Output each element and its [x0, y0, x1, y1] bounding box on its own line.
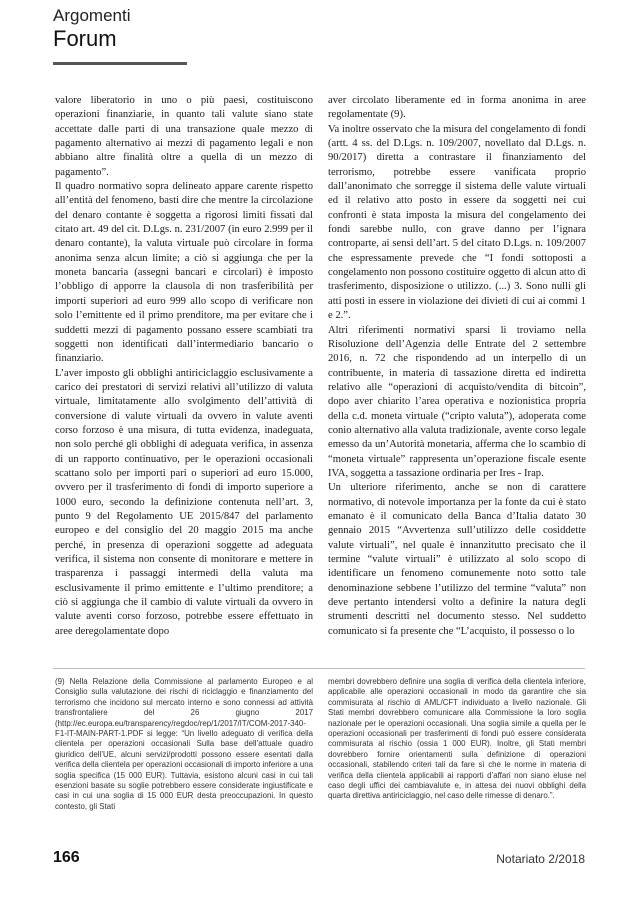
paragraph: L’aver imposto gli obblighi antiriciclaggio esclusivamente a carico dei prestatori di servizi relativi all’utilizzo di valuta virtuale, limitatamente allo svolgimento dell’attività di conversione di valute virtuali da ovvero in valute aventi corso forzoso è una misura, di tutta evidenza, inadeguata, non solo perché gli obblighi di adeguata verifica, in assenza di un rapporto continuativo, per le operazioni occasionali scattano solo per importi pari o superiori ad euro 15.000, ovvero per il trasferimento di fondi di importo superiore a 1000 euro, secondo la definizione contenuta nell’art. 3, punto 9 del Regolamento UE 2015/847 del parlamento europeo e del consiglio del 20 maggio 2015 ma anche perché, in presenza di operazioni soggette ad adeguata verifica, il sistema non consente di monitorare e mettere in trasparenza i passaggi intermedi della valuta ma esclusivamente il primo emittente e l’ultimo prenditore; a ciò si aggiunga che il cambio di valute virtuali da ovvero in valute aventi corso forzoso, potrebbe essere effettuato in aree deregolamentate dopo — [55, 367, 313, 637]
paragraph: Altri riferimenti normativi sparsi li troviamo nella Risoluzione dell’Agenzia delle Entrate del 2 settembre 2016, n. 72 che rispondendo ad un interpello di un contribuente, in materia di tassazione diretta ed indiretta relativo alle “operazioni di acquisto/vendita di bitcoin”, dopo aver chiarito l’area operativa e nozionistica propria della c.d. moneta virtuale (“cripto valuta”), adoperata come conio alternativo alla valuta tradizionale, avente corso legale emesso da un’Autorità monetaria, afferma che lo scambio di “moneta virtuale” rappresenta un’operazione fiscale esente IVA, soggetta a tassazione ordinaria per Ires - Irap. — [328, 324, 586, 479]
page-number: 166 — [53, 849, 80, 866]
section-label: Argomenti — [53, 6, 131, 25]
footnote-text: membri dovrebbero definire una soglia di verifica della clientela inferiore, applicabile alle operazioni occasionali in modo da garantire che sia commisurata al rischio di AML/CFT individuato a livello nazionale. Gli Stati membri dovrebbero comunicare alla Commissione la loro soglia nazionale per le operazioni occasionali. Una soglia simile a quella per le operazioni occasionali per trasferimenti di fondi può essere considerata commisurata al rischio (ossia 1 000 EUR). Inoltre, gli Stati membri dovrebbero fornire orientamenti sulla definizione di operazioni occasionali, stabilendo criteri tali da fare sì che le norme in materia di verifica della clientela applicabili ai rapporti d’affari non siano eluse nel caso degli uffici dei cambiavalute e, in attesa dei nuovi obblighi della quarta direttiva antiriciclaggio, nel caso delle rimesse di denaro.”. — [328, 677, 586, 801]
footnote-column-right — [328, 677, 586, 802]
body-column-right — [328, 94, 586, 639]
footnote-column-left — [55, 677, 313, 812]
paragraph: aver circolato liberamente ed in forma anonima in aree regolamentate (9). — [328, 95, 586, 121]
footnote-separator — [53, 668, 585, 669]
paragraph: Un ulteriore riferimento, anche se non di carattere normativo, di notevole importanza per la fonte da cui è stato emanato è il comunicato della Banca d’Italia datato 30 gennaio 2015 “Avvertenza sull’utilizzo delle cosiddette valute virtuali”, nel quale è innanzitutto precisato che il termine “valute virtuali” è utilizzato al solo scopo di identificare un fenomeno comunemente noto sotto tale denominazione sebbene l’utilizzo del termine “valuta” non deve pertanto intendersi volto a definire la natura degli strumenti descritti nel documento stesso. Nel suddetto comunicato si fa presente che “L’acquisto, il possesso o lo — [328, 482, 586, 637]
body-column-left — [55, 94, 313, 639]
footnote-text: (9) Nella Relazione della Commissione al parlamento Europeo e al Consiglio sulla valutazione dei rischi di riciclaggio e finanziamento del terrorismo che incidono sul mercato interno e sono connessi ad attività transfrontaliere del 26 giugno 2017 (http://ec.europa.eu/transparency/regdoc/rep/1/2017/IT/COM-2017-340-F1-IT-MAIN-PART-1.PDF si legge: “Un livello adeguato di verifica della clientela per operazioni occasionali Sulla base dell’attuale quadro giuridico dell’UE, alcuni servizi/prodotti possono essere esentati dalla verifica della clientela per operazioni occasionali di importo inferiore a una soglia specifica (15 000 EUR). Tuttavia, esistono alcuni casi in cui tali esenzioni basate su soglie potrebbero essere considerate ingiustificate e casi in cui una soglia di 15 000 EUR desta preoccupazioni. In questo contesto, gli Stati — [55, 677, 313, 811]
paragraph: Va inoltre osservato che la misura del congelamento di fondi (artt. 4 ss. del D.Lgs. n. 109/2007, novellato dal D.Lgs. n. 90/2017) diretta a contrastare il finanziamento del terrorismo, potrebbe essere vanificata proprio dall’anonimato che sorregge il sistema delle valute virtuali ed il relativo atto posto in essere da soggetti nei cui confronti è stata imposta la misura del congelamento dei fondi sarebbe nullo, con grave danno per l’ignara controparte, ai sensi dell’art. 5 del citato D.Lgs. n. 109/2007 che espressamente prevede che “I fondi sottoposti a congelamento non possono costituire oggetto di alcun atto di trasferimento, disposizione o utilizzo. (...) 3. Sono nulli gli atti posti in essere in violazione dei divieti di cui ai commi 1 e 2.”. — [328, 123, 586, 322]
paragraph: Il quadro normativo sopra delineato appare carente rispetto all’entità del fenomeno, basti dire che mentre la circolazione del denaro contante è soggetta a rigorosi limiti fissati dal citato art. 49 del cit. D.Lgs. n. 231/2007 (in euro 2.999 per il denaro contante), la valuta virtuale può circolare in forma anonima senza alcun limite; a ciò si aggiunga che per la moneta bancaria (assegni bancari e circolari) è imposto l’obbligo di apporre la clausola di non trasferibilità per importi superiori ad euro 999 allo scopo di verificare non solo l’emittente ed il primo prenditore, ma per evitare che i suddetti mezzi di pagamento possano essere scambiati tra soggetti non identificati dall’intermediario bancario o finanziario. — [55, 181, 313, 365]
paragraph: valore liberatorio in uno o più paesi, costituiscono operazioni finanziarie, in quanto tali valute siano state accettate dalle parti di una transazione quale mezzo di pagamento alternativo ai mezzi di pagamento legali e non abbiano altre finalità oltre a quella di un mezzo di pagamento”. — [55, 95, 313, 178]
subsection-label: Forum — [53, 26, 117, 51]
header-rule — [53, 62, 187, 65]
page-header — [53, 6, 130, 51]
journal-issue: Notariato 2/2018 — [496, 852, 585, 866]
